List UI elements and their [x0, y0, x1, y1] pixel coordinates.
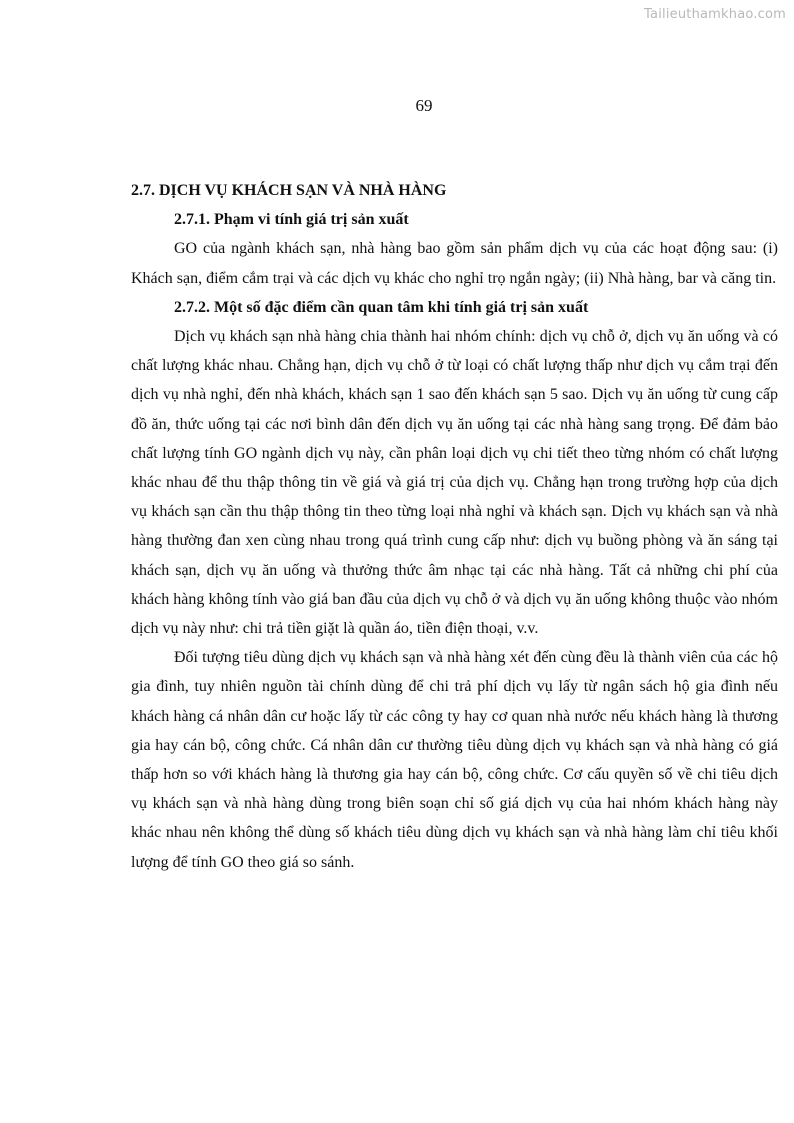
- paragraph: Đối tượng tiêu dùng dịch vụ khách sạn và nhà hàng xét đến cùng đều là thành viên của các hộ gia đình, tuy nhiên nguồn tài chính dùng để chi trả phí dịch vụ lấy từ ngân sách hộ gia đình nếu khách hàng cá nhân dân cư hoặc lấy từ các công ty hay cơ quan nhà nước nếu khách hàng là thương gia hay cán bộ, công chức. Cá nhân dân cư thường tiêu dùng dịch vụ khách sạn và nhà hàng có giá thấp hơn so với khách hàng là thương gia hay cán bộ, công chức. Cơ cấu quyền số về chi tiêu dịch vụ khách sạn và nhà hàng dùng trong biên soạn chỉ số giá dịch vụ của hai nhóm khách hàng này khác nhau nên không thể dùng số khách tiêu dùng dịch vụ khách sạn và nhà hàng làm chỉ tiêu khối lượng để tính GO theo giá so sánh.: [131, 649, 778, 871]
- subsection-heading-2-7-2: 2.7.2. Một số đặc điểm cần quan tâm khi tính giá trị sản xuất: [174, 298, 589, 316]
- paragraph: GO của ngành khách sạn, nhà hàng bao gồm sản phẩm dịch vụ của các hoạt động sau: (i) Khách sạn, điểm cắm trại và các dịch vụ khác cho nghỉ trọ ngắn ngày; (ii) Nhà hàng, bar và căng tin.: [131, 240, 778, 287]
- watermark: Tailieuthamkhao.com: [644, 7, 786, 22]
- paragraph: Dịch vụ khách sạn nhà hàng chia thành hai nhóm chính: dịch vụ chỗ ở, dịch vụ ăn uống và có chất lượng khác nhau. Chẳng hạn, dịch vụ chỗ ở từ loại có chất lượng thấp như dịch vụ cắm trại đến dịch vụ nhà nghỉ, đến nhà khách, khách sạn 1 sao đến khách sạn 5 sao. Dịch vụ ăn uống từ cung cấp đồ ăn, thức uống tại các nơi bình dân đến dịch vụ ăn uống tại các nhà hàng sang trọng. Để đảm bảo chất lượng tính GO ngành dịch vụ này, cần phân loại dịch vụ chi tiết theo từng nhóm có chất lượng khác nhau để thu thập thông tin về giá và giá trị của dịch vụ. Chẳng hạn trong trường hợp của dịch vụ khách sạn cần thu thập thông tin theo từng loại nhà nghỉ và khách sạn. Dịch vụ khách sạn và nhà hàng thường đan xen cùng nhau trong quá trình cung cấp như: dịch vụ buồng phòng và ăn sáng tại khách sạn, dịch vụ ăn uống và thưởng thức âm nhạc tại các nhà hàng. Tất cả những chi phí của khách hàng không tính vào giá ban đầu của dịch vụ chỗ ở và dịch vụ ăn uống không thuộc vào nhóm dịch vụ này như: chi trả tiền giặt là quần áo, tiền điện thoại, v.v.: [131, 328, 778, 638]
- subsection-heading-2-7-1: 2.7.1. Phạm vi tính giá trị sản xuất: [174, 211, 409, 229]
- section-heading: 2.7. DỊCH VỤ KHÁCH SẠN VÀ NHÀ HÀNG: [131, 182, 447, 199]
- document-body: [131, 176, 778, 877]
- page-number: 69: [415, 96, 433, 115]
